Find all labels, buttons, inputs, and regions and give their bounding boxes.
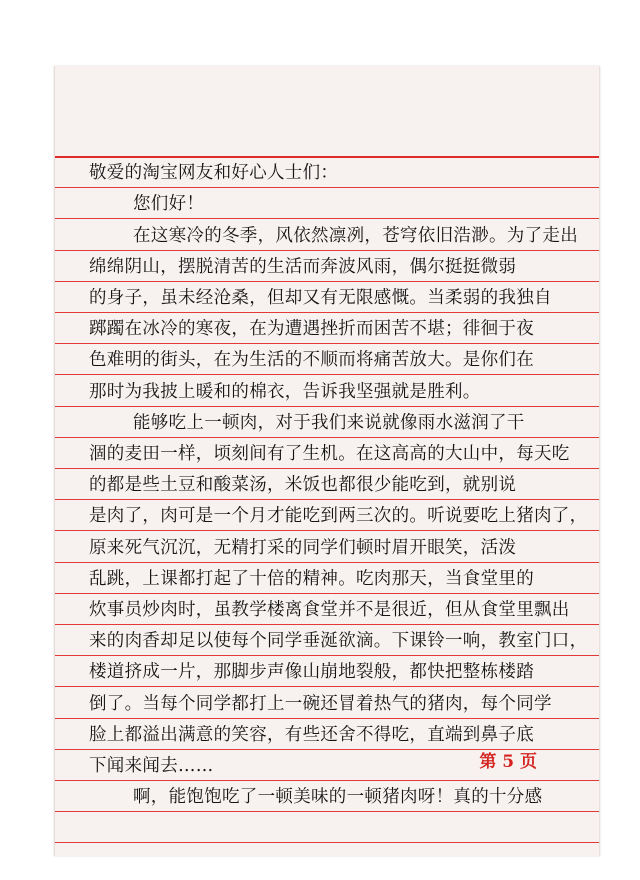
letter-line: 下闻来闻去…… (89, 756, 214, 776)
ruled-line (55, 156, 599, 158)
ruled-line (55, 374, 599, 375)
ruled-line (55, 343, 599, 344)
page-number: 第 5 页 (479, 752, 537, 772)
letter-line: 原来死气沉沉，无精打采的同学们顿时眉开眼笑，活泼 (89, 537, 517, 558)
letter-line: 倒了。当每个同学都打上一碗还冒着热气的猪肉，每个同学 (89, 693, 552, 714)
ruled-line (55, 499, 599, 500)
letter-line: 敬爱的淘宝网友和好心人士们： (89, 163, 339, 184)
ruled-line (55, 530, 599, 531)
letter-page (54, 66, 600, 856)
letter-line: 绵绵阴山，摆脱清苦的生活而奔波风雨，偶尔挺挺微弱 (89, 256, 517, 277)
letter-line: 的都是些土豆和酸菜汤，米饭也都很少能吃到，就别说 (89, 475, 517, 496)
letter-line: 的身子，虽未经沧桑，但却又有无限感慨。当柔弱的我独自 (89, 288, 552, 308)
ruled-line (55, 312, 599, 313)
ruled-line (55, 250, 599, 251)
letter-line: 乱跳，上课都打起了十倍的精神。吃肉那天，当食堂里的 (89, 568, 534, 589)
ruled-line (55, 187, 599, 188)
ruled-line (55, 718, 599, 719)
letter-line: 是肉了，肉可是一个月才能吃到两三次的。听说要吃上猪肉了， (89, 506, 588, 527)
letter-line: 能够吃上一顿肉，对于我们来说就像雨水滋润了干 (133, 412, 525, 433)
ruled-line (55, 811, 599, 812)
ruled-line (55, 842, 599, 843)
ruled-line (55, 562, 599, 563)
letter-line: 踯躅在冰冷的寒夜，在为遭遇挫折而困苦不堪；徘徊于夜 (89, 319, 534, 340)
letter-line: 您们好！ (133, 194, 205, 215)
letter-line: 在这寒冷的冬季，风依然凛冽，苍穹依旧浩渺。为了走出 (133, 225, 578, 246)
ruled-line (55, 593, 599, 594)
ruled-line (55, 437, 599, 438)
ruled-line (55, 406, 599, 407)
letter-line: 脸上都溢出满意的笑容，有些还舍不得吃，直端到鼻子底 (89, 724, 534, 745)
letter-line: 色难明的街头，在为生活的不顺而将痛苦放大。是你们在 (89, 350, 534, 371)
ruled-line (55, 655, 599, 656)
letter-line: 啊，能饱饱吃了一顿美味的一顿猪肉呀！真的十分感 (133, 787, 543, 808)
ruled-line (55, 218, 599, 219)
letter-line: 那时为我披上暖和的棉衣，告诉我坚强就是胜利。 (89, 381, 481, 402)
letter-line: 涸的麦田一样，顷刻间有了生机。在这高高的大山中，每天吃 (89, 444, 570, 464)
ruled-line (55, 624, 599, 625)
letter-line: 来的肉香却足以使每个同学垂涎欲滴。下课铃一响，教室门口， (89, 631, 588, 652)
letter-line: 楼道挤成一片，那脚步声像山崩地裂般，都快把整栋楼踏 (89, 662, 534, 683)
ruled-line (55, 686, 599, 687)
letter-line: 炊事员炒肉时，虽教学楼离食堂并不是很近，但从食堂里飘出 (89, 600, 570, 620)
ruled-line (55, 468, 599, 469)
ruled-line (55, 780, 599, 781)
ruled-line (55, 281, 599, 282)
